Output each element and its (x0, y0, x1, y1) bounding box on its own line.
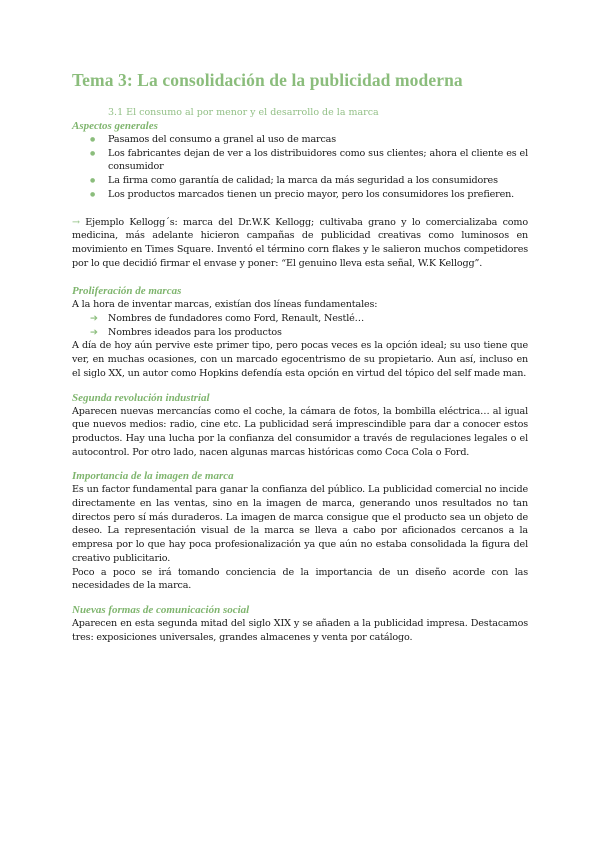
right-arrow-icon: → (72, 216, 80, 228)
arrow-list-item-text: Nombres de fundadores como Ford, Renault, Nestlé… (108, 313, 365, 325)
document-title: Tema 3: La consolidación de la publicidad moderna (72, 70, 463, 90)
arrow-list-item (90, 312, 528, 326)
heading-imagen-de-marca: Importancia de la imagen de marca (72, 470, 234, 483)
arrow-list-proliferacion (72, 312, 528, 339)
proliferacion-intro: A la hora de inventar marcas, existían dos líneas fundamentales: (72, 299, 378, 311)
imagen-de-marca-body-1: Es un factor fundamental para ganar la confianza del público. La publicidad comercial no incide directamente en las ventas, sino en la imagen de marca, generando unos resultados no tan directos pero sí más duraderos. La imagen de marca consigue que el producto sea un objeto de deseo. La representación visual de la marca se lleva a cabo por aficionados cercanos a la empresa por lo que hay poca profesionalización ya que aún no estaba consolidada la figura del creativo publicitario. (72, 484, 528, 564)
proliferacion-body: A día de hoy aún pervive este primer tipo, pero pocas veces es la opción ideal; su uso tiene que ver, en muchas ocasiones, con un marcado egocentrismo de su propietario. Aun así, incluso en el siglo XX, un autor como Hopkins defendía esta opción en virtud del tópico del self made man. (72, 340, 528, 379)
bullet-item: ● Los productos marcados tienen un precio mayor, pero los consumidores los prefieren. (90, 188, 528, 202)
imagen-de-marca-body-2: Poco a poco se irá tomando conciencia de la importancia de un diseño acorde con las necesidades de la marca. (72, 566, 528, 592)
kellogg-example-text: Ejemplo Kellogg´s: marca del Dr.W.K Kellogg; cultivaba grano y lo comercializaba como medicina, más adelante hicieron campañas de publicidad creativas como luminosos en movimiento en Times Square. Inventó el término corn flakes y le salieron muchos competidores por lo que decidió firmar el envase y poner: “El genuino lleva esta señal, W.K Kellogg”. (72, 216, 528, 269)
arrow-list-item-text: Nombres ideados para los productos (108, 326, 282, 338)
arrow-bullet-icon: ➔ (90, 313, 98, 325)
bullet-item: ● Pasamos del consumo a granel al uso de marcas (90, 133, 528, 147)
heading-segunda-revolucion: Segunda revolución industrial (72, 391, 210, 404)
bullet-item: ● La firma como garantía de calidad; la marca da más seguridad a los consumidores (90, 174, 528, 188)
heading-proliferacion-marcas: Proliferación de marcas (72, 285, 182, 298)
heading-aspectos-generales: Aspectos generales (72, 120, 158, 132)
subsection-title: 3.1 El consumo al por menor y el desarrollo de la marca (108, 107, 379, 118)
kellogg-example-paragraph (72, 216, 528, 271)
heading-nuevas-formas: Nuevas formas de comunicación social (72, 603, 250, 616)
bullet-list-aspectos (72, 133, 528, 202)
arrow-list-item (90, 326, 528, 340)
bullet-item: ● Los fabricantes dejan de ver a los distribuidores como sus clientes; ahora el cliente es el consumidor (90, 147, 528, 174)
arrow-bullet-icon: ➔ (90, 326, 98, 338)
segunda-revolucion-body: Aparecen nuevas mercancías como el coche, la cámara de fotos, la bombilla eléctrica… al igual que nuevos medios: radio, cine etc. La publicidad será imprescindible para dar a conocer estos productos. Hay una lucha por la confianza del consumidor a través de regulaciones legales o el autocontrol. Por otro lado, nacen algunas marcas históricas como Coca Cola o Ford. (72, 405, 528, 458)
nuevas-formas-body: Aparecen en esta segunda mitad del siglo XIX y se añaden a la publicidad impresa. Destacamos tres: exposiciones universales, grandes almacenes y venta por catálogo. (72, 617, 528, 643)
